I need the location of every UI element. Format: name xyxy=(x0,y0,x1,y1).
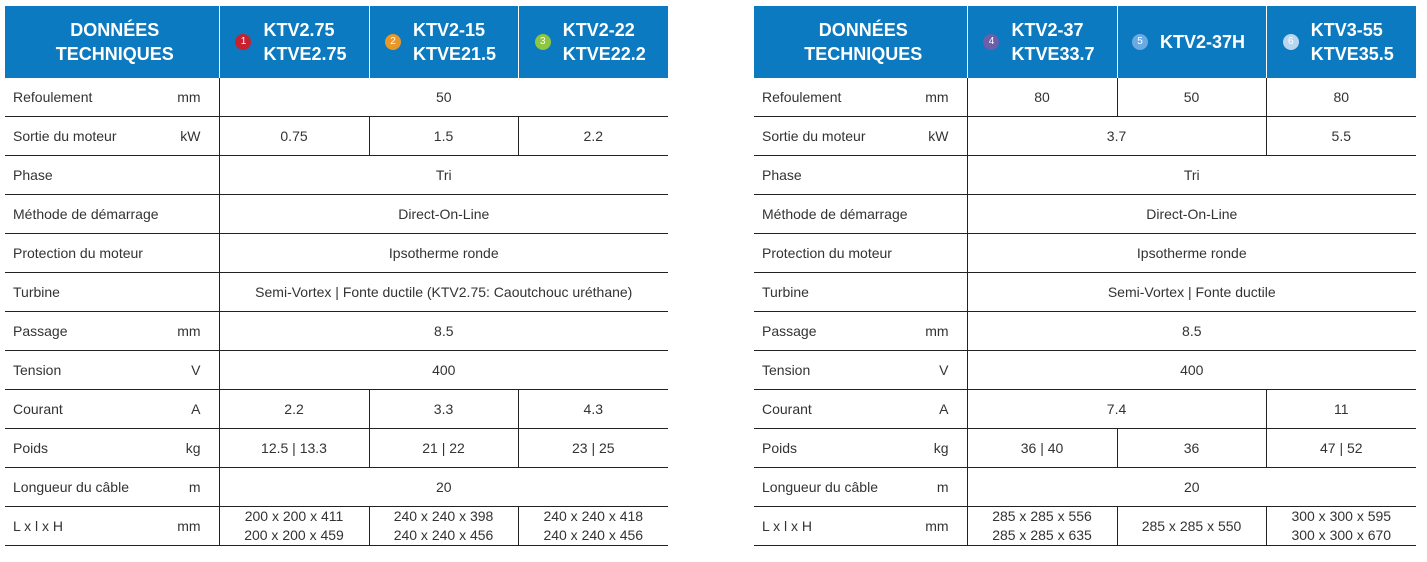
row-value: Ipsotherme ronde xyxy=(219,234,668,273)
model-names xyxy=(1160,30,1245,54)
value-line: 285 x 285 x 635 xyxy=(992,527,1092,543)
model-label xyxy=(1267,18,1417,66)
model-names xyxy=(1011,18,1094,66)
value-line: 285 x 285 x 556 xyxy=(992,508,1092,524)
table-row xyxy=(5,273,668,312)
model-label xyxy=(370,18,518,66)
row-unit xyxy=(918,156,967,195)
row-value: 50 xyxy=(1117,78,1266,117)
row-unit: V xyxy=(169,351,219,390)
value-line: 240 x 240 x 456 xyxy=(543,527,644,543)
table-row xyxy=(754,429,1416,468)
model-name: KTV2-15 xyxy=(412,20,486,40)
model-number-badge: 4 xyxy=(983,34,999,50)
row-label: Tension xyxy=(5,351,169,390)
model-label xyxy=(220,18,369,66)
row-value: 2.2 xyxy=(518,117,668,156)
row-value: 21 | 22 xyxy=(369,429,518,468)
model-names xyxy=(1311,18,1394,66)
row-unit: V xyxy=(918,351,967,390)
row-unit: mm xyxy=(918,312,967,351)
row-value: Direct-On-Line xyxy=(219,195,668,234)
row-value: 1.5 xyxy=(369,117,518,156)
table-row xyxy=(754,273,1416,312)
row-unit xyxy=(169,195,219,234)
row-label: Phase xyxy=(754,156,918,195)
model-header xyxy=(1117,6,1266,78)
row-unit: kW xyxy=(169,117,219,156)
table-row xyxy=(5,234,668,273)
model-name-alt: KTVE21.5 xyxy=(412,44,497,64)
row-value: 400 xyxy=(219,351,668,390)
model-name: KTV2-37H xyxy=(1160,32,1246,52)
row-value: 285 x 285 x 550 xyxy=(1117,507,1266,546)
row-unit: mm xyxy=(918,507,967,546)
row-value: 23 | 25 xyxy=(518,429,668,468)
table-row xyxy=(754,468,1416,507)
row-unit xyxy=(918,195,967,234)
row-unit: A xyxy=(169,390,219,429)
table-row xyxy=(754,117,1416,156)
row-label: L x l x H xyxy=(754,507,918,546)
table-title xyxy=(5,6,219,78)
value-line: 240 x 240 x 456 xyxy=(393,527,494,543)
row-label: Sortie du moteur xyxy=(754,117,918,156)
row-unit: m xyxy=(169,468,219,507)
row-label: Méthode de démarrage xyxy=(5,195,169,234)
model-number-badge: 6 xyxy=(1283,34,1299,50)
spec-table-left xyxy=(5,6,668,546)
table-row xyxy=(754,390,1416,429)
value-line: 200 x 200 x 411 xyxy=(244,508,344,524)
table-row xyxy=(5,351,668,390)
model-number-badge: 1 xyxy=(235,34,251,50)
table-title-line2: TECHNIQUES xyxy=(804,44,923,64)
row-label: Longueur du câble xyxy=(5,468,169,507)
row-unit: mm xyxy=(169,78,219,117)
table-row xyxy=(5,312,668,351)
row-value: 80 xyxy=(1266,78,1416,117)
table-row xyxy=(5,390,668,429)
value-line: 300 x 300 x 670 xyxy=(1291,527,1392,543)
value-line: 300 x 300 x 595 xyxy=(1291,508,1392,524)
table-row xyxy=(5,195,668,234)
row-unit: m xyxy=(918,468,967,507)
model-names xyxy=(413,18,496,66)
row-label: Longueur du câble xyxy=(754,468,918,507)
row-label: Protection du moteur xyxy=(5,234,169,273)
row-value: Tri xyxy=(219,156,668,195)
table-row xyxy=(5,156,668,195)
table-row xyxy=(754,351,1416,390)
model-header xyxy=(967,6,1117,78)
row-value: Direct-On-Line xyxy=(967,195,1416,234)
row-value: 7.4 xyxy=(967,390,1266,429)
row-value: 50 xyxy=(219,78,668,117)
row-value: 4.3 xyxy=(518,390,668,429)
row-unit xyxy=(918,234,967,273)
model-name-alt: KTVE35.5 xyxy=(1310,44,1394,64)
row-unit: mm xyxy=(169,507,219,546)
model-header xyxy=(369,6,518,78)
table-title-line1: DONNÉES xyxy=(818,20,908,40)
row-value: 0.75 xyxy=(219,117,369,156)
row-value xyxy=(967,507,1117,546)
table-row xyxy=(754,234,1416,273)
row-label: Méthode de démarrage xyxy=(754,195,918,234)
row-value: 400 xyxy=(967,351,1416,390)
model-names xyxy=(563,18,646,66)
row-value xyxy=(219,507,369,546)
row-unit xyxy=(169,156,219,195)
row-label: Courant xyxy=(5,390,169,429)
table-title-line2: TECHNIQUES xyxy=(55,44,174,64)
table-row xyxy=(754,312,1416,351)
model-name: KTV2.75 xyxy=(263,20,335,40)
row-value xyxy=(1266,507,1416,546)
model-name: KTV2-37 xyxy=(1011,20,1084,40)
row-value: Tri xyxy=(967,156,1416,195)
table-row xyxy=(5,429,668,468)
row-label: Poids xyxy=(754,429,918,468)
model-name-alt: KTVE22.2 xyxy=(562,44,646,64)
row-label: Courant xyxy=(754,390,918,429)
table-header-row xyxy=(5,6,668,78)
row-value: 3.3 xyxy=(369,390,518,429)
model-number-badge: 3 xyxy=(535,34,551,50)
spec-table-right xyxy=(754,6,1416,546)
row-value: Semi-Vortex | Fonte ductile (KTV2.75: Caoutchouc uréthane) xyxy=(219,273,668,312)
row-label: Refoulement xyxy=(5,78,169,117)
model-label xyxy=(1118,30,1266,54)
row-label: Passage xyxy=(5,312,169,351)
row-unit: mm xyxy=(169,312,219,351)
row-value: 2.2 xyxy=(219,390,369,429)
row-label: Sortie du moteur xyxy=(5,117,169,156)
row-label: Protection du moteur xyxy=(754,234,918,273)
table-title xyxy=(754,6,967,78)
row-unit: kg xyxy=(169,429,219,468)
model-header xyxy=(219,6,369,78)
row-label: Refoulement xyxy=(754,78,918,117)
row-label: Phase xyxy=(5,156,169,195)
row-value: 11 xyxy=(1266,390,1416,429)
table-row xyxy=(5,507,668,546)
row-label: L x l x H xyxy=(5,507,169,546)
model-name: KTV2-22 xyxy=(562,20,635,40)
row-value: Semi-Vortex | Fonte ductile xyxy=(967,273,1416,312)
row-value: 20 xyxy=(219,468,668,507)
table-header-row xyxy=(754,6,1416,78)
row-value: 8.5 xyxy=(219,312,668,351)
row-value: 47 | 52 xyxy=(1266,429,1416,468)
value-line: 240 x 240 x 398 xyxy=(393,508,494,524)
table-row xyxy=(5,468,668,507)
value-line: 240 x 240 x 418 xyxy=(543,508,644,524)
model-number-badge: 2 xyxy=(385,34,401,50)
model-header xyxy=(1266,6,1416,78)
row-label: Turbine xyxy=(5,273,169,312)
row-value: Ipsotherme ronde xyxy=(967,234,1416,273)
row-value: 36 xyxy=(1117,429,1266,468)
row-value: 3.7 xyxy=(967,117,1266,156)
row-unit xyxy=(169,234,219,273)
row-value: 12.5 | 13.3 xyxy=(219,429,369,468)
row-value: 20 xyxy=(967,468,1416,507)
row-label: Tension xyxy=(754,351,918,390)
table-title-line1: DONNÉES xyxy=(70,20,160,40)
row-value xyxy=(369,507,518,546)
row-unit: mm xyxy=(918,78,967,117)
table-row xyxy=(5,117,668,156)
row-label: Poids xyxy=(5,429,169,468)
model-name-alt: KTVE2.75 xyxy=(263,44,347,64)
row-label: Passage xyxy=(754,312,918,351)
model-label xyxy=(968,18,1117,66)
model-label xyxy=(519,18,669,66)
table-row xyxy=(754,195,1416,234)
model-number-badge: 5 xyxy=(1132,34,1148,50)
table-row xyxy=(5,78,668,117)
model-name: KTV3-55 xyxy=(1310,20,1383,40)
row-unit: kg xyxy=(918,429,967,468)
model-name-alt: KTVE33.7 xyxy=(1011,44,1095,64)
row-value: 5.5 xyxy=(1266,117,1416,156)
row-unit: A xyxy=(918,390,967,429)
table-row xyxy=(754,156,1416,195)
row-unit xyxy=(169,273,219,312)
row-label: Turbine xyxy=(754,273,918,312)
row-value: 36 | 40 xyxy=(967,429,1117,468)
value-line: 200 x 200 x 459 xyxy=(244,527,344,543)
row-value xyxy=(518,507,668,546)
row-unit xyxy=(918,273,967,312)
row-value: 80 xyxy=(967,78,1117,117)
model-header xyxy=(518,6,668,78)
model-names xyxy=(263,18,346,66)
row-unit: kW xyxy=(918,117,967,156)
table-row xyxy=(754,507,1416,546)
row-value: 8.5 xyxy=(967,312,1416,351)
table-row xyxy=(754,78,1416,117)
